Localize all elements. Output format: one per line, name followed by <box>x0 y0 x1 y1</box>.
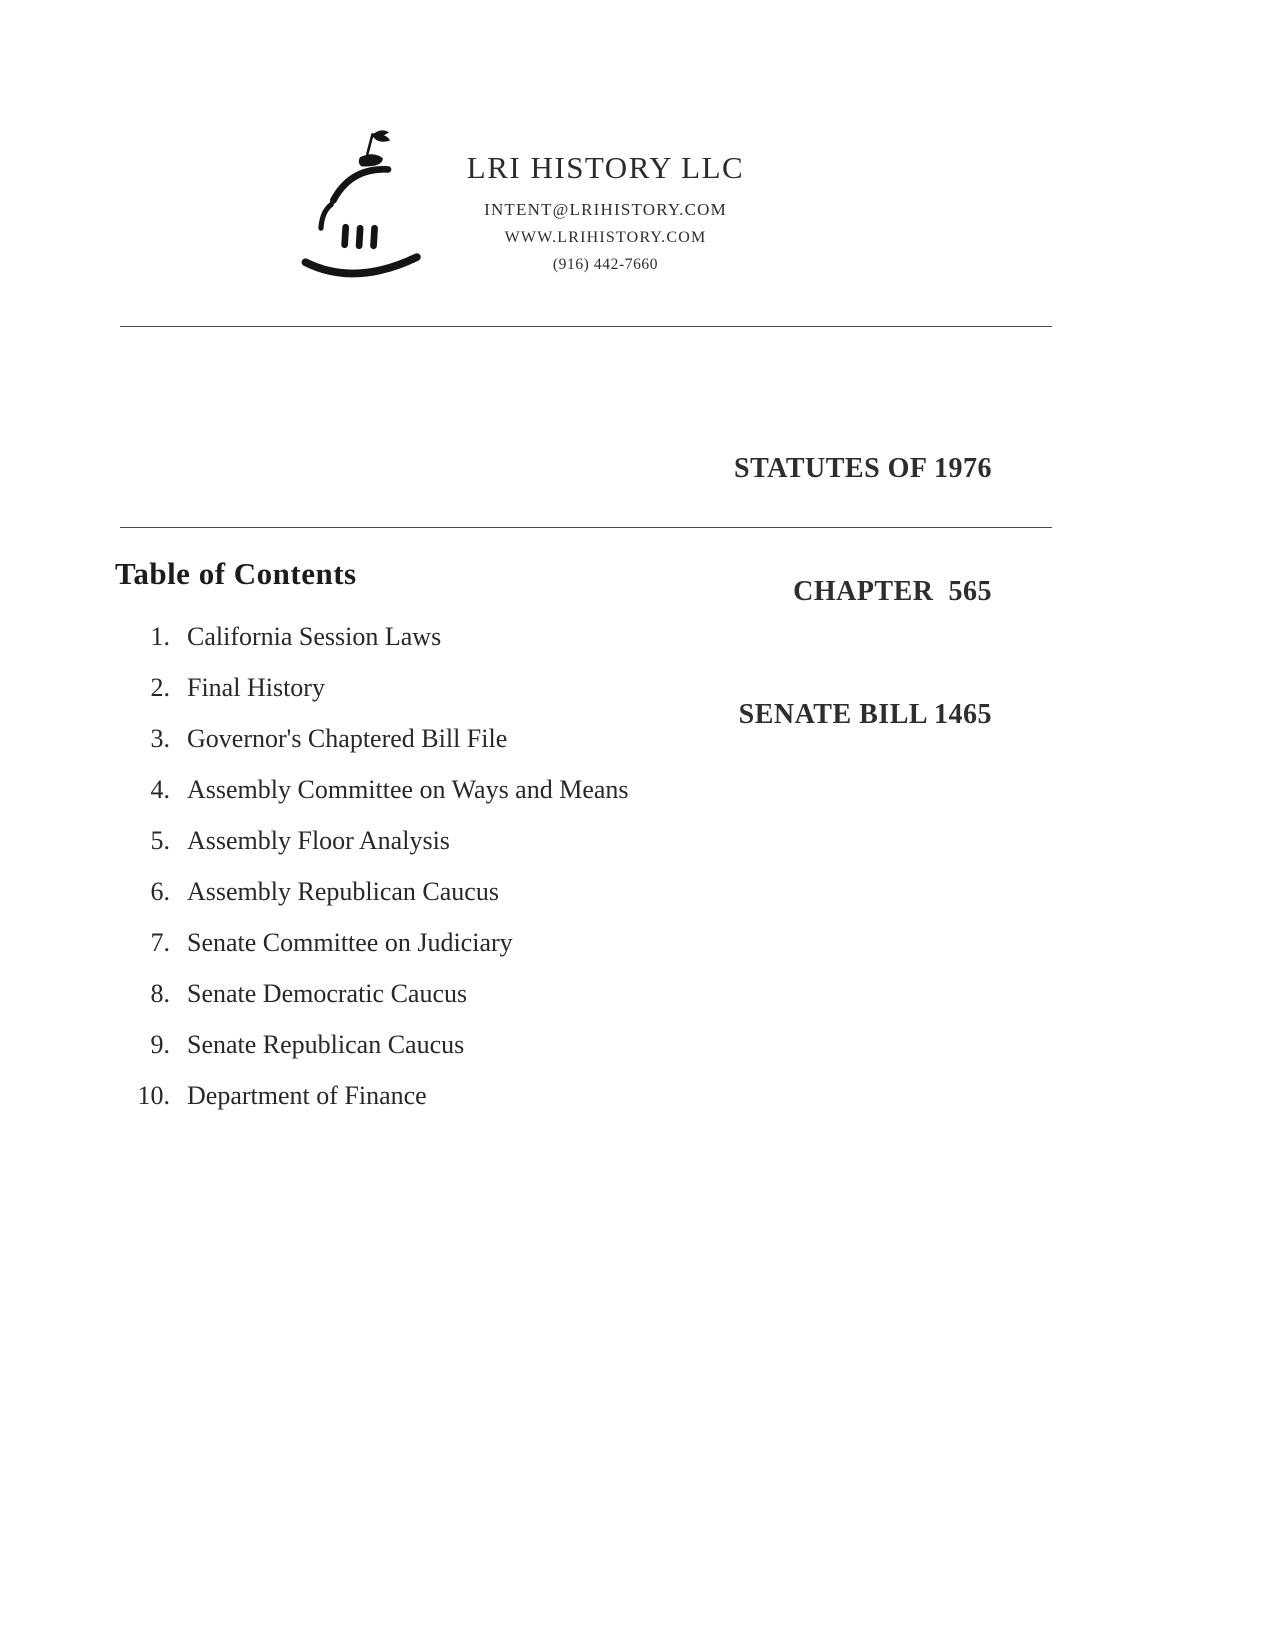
toc-item-label: Department of Finance <box>187 1081 427 1110</box>
toc-item-label: Assembly Committee on Ways and Means <box>187 775 629 804</box>
toc-item <box>126 1081 629 1111</box>
toc-item-number: 1. <box>150 622 170 651</box>
toc-item-number: 6. <box>150 877 170 906</box>
toc-item-label: Governor's Chaptered Bill File <box>187 724 508 753</box>
toc-item <box>126 1030 629 1060</box>
company-phone: (916) 442-7660 <box>552 256 659 273</box>
toc-item-number: 7. <box>150 928 170 957</box>
divider-top <box>120 326 1052 327</box>
toc-item-number: 3. <box>150 724 170 753</box>
toc-item <box>126 826 629 856</box>
company-email: INTENT@LRIHISTORY.COM <box>484 200 727 219</box>
toc-item-number: 8. <box>150 979 170 1008</box>
toc-item <box>126 622 629 652</box>
statutes-line: STATUTES OF 1976 <box>734 453 992 484</box>
toc-item-number: 4. <box>150 775 170 804</box>
toc-heading: Table of Contents <box>115 556 357 591</box>
toc-item <box>126 979 629 1009</box>
company-website: WWW.LRIHISTORY.COM <box>504 229 707 246</box>
header-block <box>458 150 753 274</box>
senate-bill-line: SENATE BILL 1465 <box>738 699 992 730</box>
company-name: LRI HISTORY LLC <box>466 150 745 185</box>
toc-item-label: Assembly Republican Caucus <box>187 877 499 906</box>
toc-item-number: 9. <box>150 1030 170 1059</box>
toc-item-number: 2. <box>150 673 170 702</box>
toc-item-label: Senate Republican Caucus <box>187 1030 465 1059</box>
toc-item-label: Senate Committee on Judiciary <box>187 928 513 957</box>
toc-item <box>126 877 629 907</box>
toc-list <box>126 622 629 1132</box>
toc-item-label: Senate Democratic Caucus <box>187 979 468 1008</box>
toc-item <box>126 775 629 805</box>
toc-item-label: Final History <box>187 673 325 702</box>
toc-item <box>126 673 629 703</box>
toc-item <box>126 724 629 754</box>
toc-item-label: Assembly Floor Analysis <box>187 826 450 855</box>
toc-item-label: California Session Laws <box>187 622 442 651</box>
toc-item-number: 5. <box>150 826 170 855</box>
chapter-line: CHAPTER 565 <box>793 576 992 607</box>
toc-item-number: 10. <box>137 1081 170 1110</box>
toc-item <box>126 928 629 958</box>
capitol-logo-icon <box>295 122 450 287</box>
